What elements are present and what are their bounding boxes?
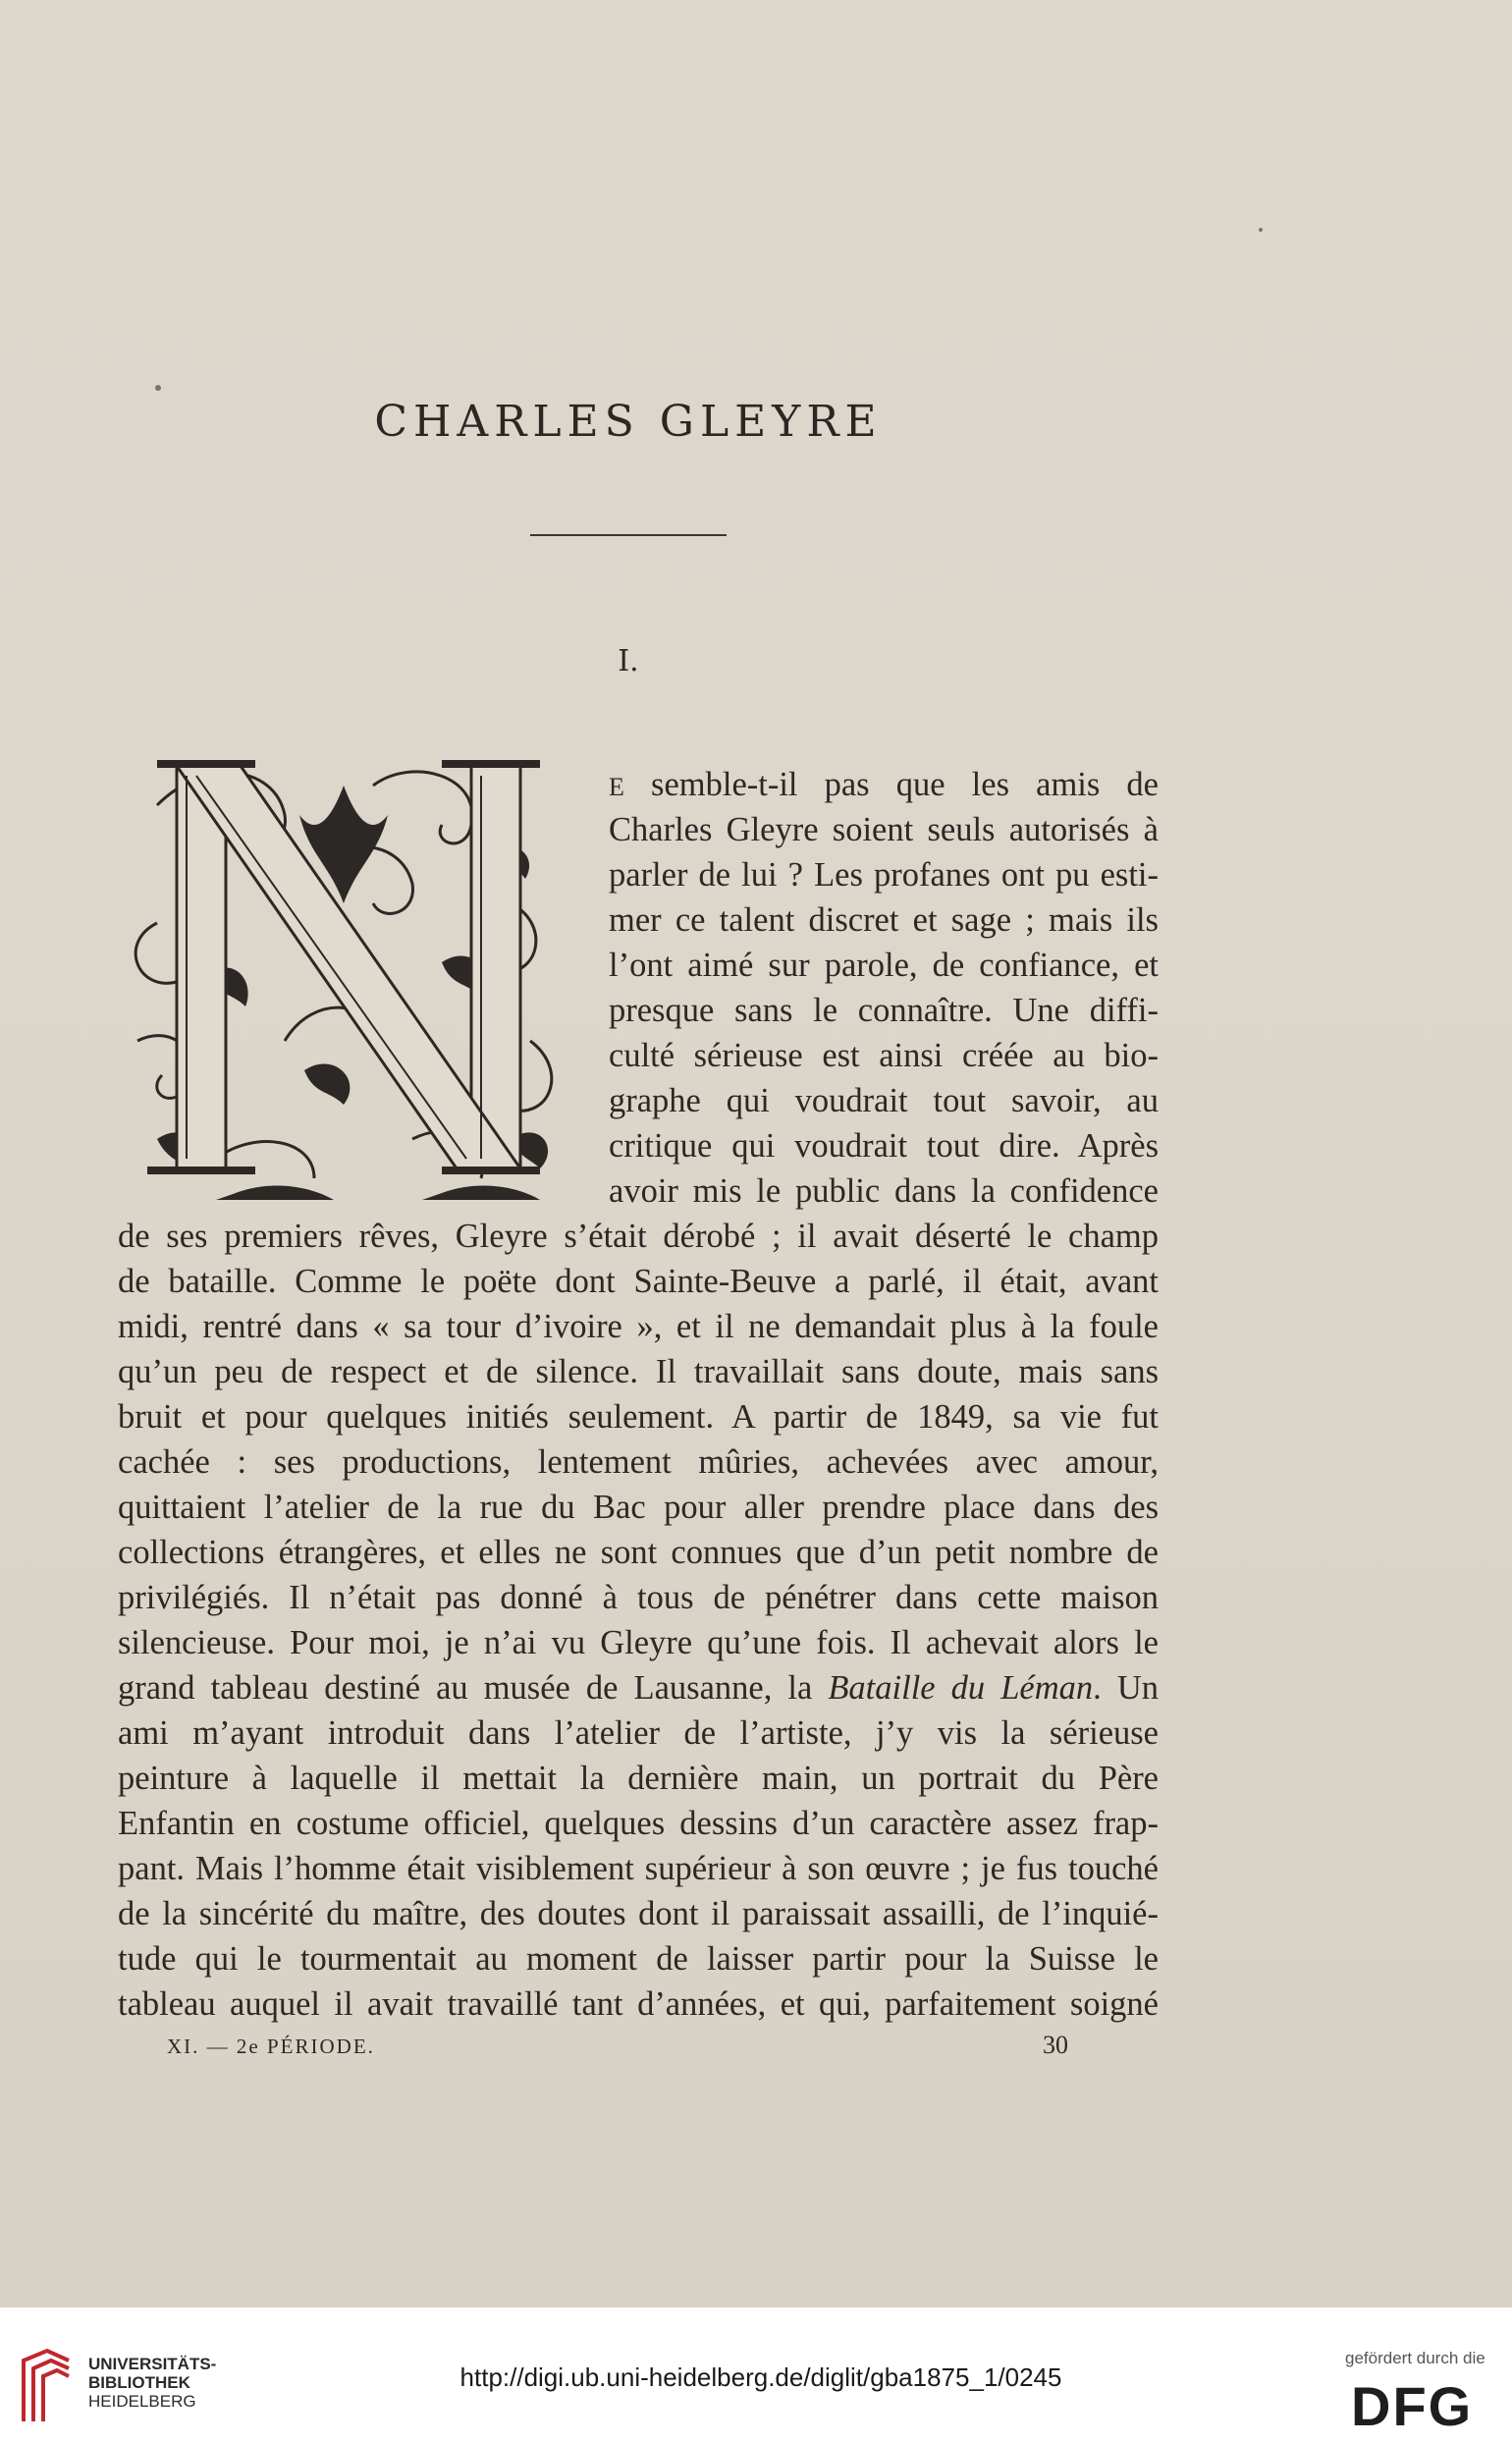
text-line: Charles Gleyre soient seuls autorisés à	[609, 811, 1159, 848]
painting-title: Bataille du Léman	[828, 1669, 1094, 1707]
text-line: critique qui voudrait tout dire. Après	[609, 1127, 1159, 1165]
text-line: mer ce talent discret et sage ; mais ils	[609, 901, 1159, 939]
text-line: tableau auquel il avait travaillé tant d’années, et qui, parfaitement soigné	[118, 1985, 1159, 2023]
signature-mark: XI. — 2e PÉRIODE.	[167, 2035, 375, 2058]
permalink[interactable]: http://digi.ub.uni-heidelberg.de/diglit/gba1875_1/0245	[459, 2362, 1062, 2392]
text-line: avoir mis le public dans la confidence	[609, 1172, 1159, 1210]
text-line: tude qui le tourmentait au moment de laisser partir pour la Suisse le	[118, 1940, 1159, 1978]
scan-speck	[1259, 228, 1263, 232]
text-fragment: grand tableau destiné au musée de Lausanne, la	[118, 1669, 829, 1707]
text-line: graphe qui voudrait tout savoir, au	[609, 1082, 1159, 1119]
text-line: privilégiés. Il n’était pas donné à tous de pénétrer dans cette maison	[118, 1579, 1159, 1616]
text-line	[118, 1665, 1159, 1710]
text-line: de bataille. Comme le poëte dont Sainte-Beuve a parlé, il était, avant	[118, 1263, 1159, 1300]
text-line: l’ont aimé sur parole, de confiance, et	[609, 947, 1159, 984]
text-fragment: . Un	[1093, 1669, 1159, 1707]
section-number: I.	[618, 644, 639, 679]
text-line: presque sans le connaître. Une diffi-	[609, 992, 1159, 1029]
text-line: Enfantin en costume officiel, quelques dessins d’un caractère assez frap-	[118, 1805, 1159, 1842]
text-line: pant. Mais l’homme était visiblement supérieur à son œuvre ; je fus touché	[118, 1850, 1159, 1887]
text-line: midi, rentré dans « sa tour d’ivoire », et il ne demandait plus à la foule	[118, 1308, 1159, 1345]
text-line: collections étrangères, et elles ne sont connues que d’un petit nombre de	[118, 1534, 1159, 1571]
library-name-line: BIBLIOTHEK	[88, 2373, 190, 2392]
ornamental-initial-n-icon	[118, 746, 579, 1208]
text-line: silencieuse. Pour moi, je n’ai vu Gleyre qu’une fois. Il achevait alors le	[118, 1624, 1159, 1661]
text-line: parler de lui ? Les profanes ont pu esti-	[609, 856, 1159, 894]
library-name	[88, 2355, 216, 2411]
university-library-logo-icon	[18, 2347, 75, 2425]
title-divider	[530, 534, 727, 536]
text-line: peinture à laquelle il mettait la dernière main, un portrait du Père	[118, 1760, 1159, 1797]
page-number: 30	[1043, 2031, 1068, 2059]
text-line: qu’un peu de respect et de silence. Il travaillait sans doute, mais sans	[118, 1353, 1159, 1390]
text-line: bruit et pour quelques initiés seulement. A partir de 1849, sa vie fut	[118, 1398, 1159, 1436]
small-cap-letter: E	[609, 773, 624, 801]
text-line	[609, 762, 1159, 807]
text-line: de ses premiers rêves, Gleyre s’était dérobé ; il avait déserté le champ	[118, 1218, 1159, 1255]
text-line: quittaient l’atelier de la rue du Bac pour aller prendre place dans des	[118, 1489, 1159, 1526]
article-title: CHARLES GLEYRE	[374, 397, 883, 447]
library-name-line: HEIDELBERG	[88, 2392, 196, 2411]
funded-by-label: gefördert durch die	[1345, 2349, 1485, 2367]
text-line: ami m’ayant introduit dans l’atelier de l’artiste, j’y vis la sérieuse	[118, 1714, 1159, 1752]
text-fragment: semble-t-il pas que les amis de	[651, 766, 1159, 803]
text-line: culté sérieuse est ainsi créée au bio-	[609, 1037, 1159, 1074]
text-line: cachée : ses productions, lentement mûries, achevées avec amour,	[118, 1443, 1159, 1481]
text-line: de la sincérité du maître, des doutes dont il paraissait assailli, de l’inquié-	[118, 1895, 1159, 1932]
library-name-line: UNIVERSITÄTS-	[88, 2355, 217, 2373]
dfg-logo: DFG	[1351, 2375, 1474, 2437]
scan-speck	[155, 385, 161, 391]
